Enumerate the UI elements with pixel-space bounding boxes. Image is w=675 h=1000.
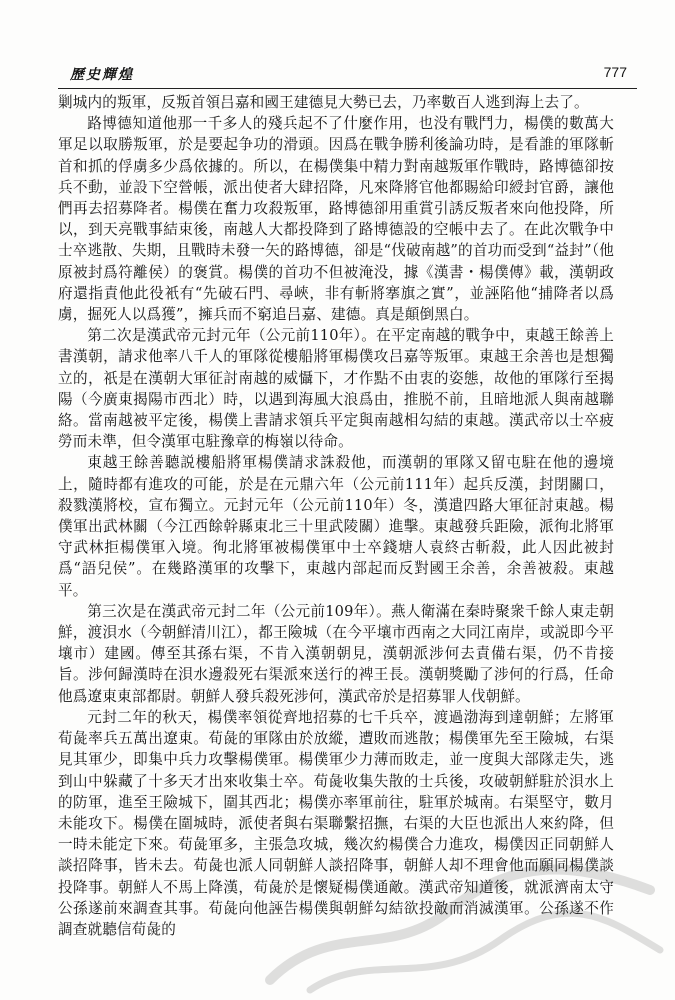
paragraph-continuation: 剿城内的叛軍，反叛首領吕嘉和國王建德見大勢已去，乃率數百人逃到海上去了。 [58, 94, 589, 111]
paragraph: 第二次是漢武帝元封元年（公元前110年）。在平定南越的戰争中，東越王餘善上書漢朝，請求他率八千人的軍隊從樓船將軍楊僕攻吕嘉等叛軍。東越王余善也是想獨立的，祇是在漢朝大軍征討南越的威懾下，才作點不由衷的姿態，故他的軍隊行至揭陽（今廣東揭陽市西北）時，以遇到海風大浪爲由，推脱不前，且暗地派人與南越聯絡。當南越被平定後，楊僕上書請求領兵平定與南越相勾結的東越。漢武帝以士卒疲勞而未準，但令漢軍屯駐豫章的梅嶺以待命。 [58, 327, 614, 451]
running-title: 歷史輝煌 [70, 67, 134, 83]
page-header [58, 62, 637, 88]
paragraph: 路博德知道他那一千多人的殘兵起不了什麼作用，也没有戰鬥力，楊僕的數萬大軍足以取勝叛軍，於是要起争功的滑頭。因爲在戰争勝利後論功時，是看誰的軍隊斬首和抓的俘虜多少爲依據的。所以，在楊僕集中精力對南越叛軍作戰時，路博德卻按兵不動，並設下空營帳，派出使者大肆招降，凡來降將官他都賜給印綬封官爵，讓他們再去招募降者。楊僕在奮力攻殺叛軍，路博德卻用重賞引誘反叛者來向他投降，所以，到天亮戰事結束後，南越人大都投降到了路博德設的空帳中去了。在此次戰争中士卒逃散、失期，且戰時未發一矢的路博德，卻是“伐破南越”的首功而受到“益封”（他原被封爲符離侯）的褒賞。楊僕的首功不但被淹没，據《漢書・楊僕傳》載，漢朝政府還指責他此役衹有“先破石門、尋峽，非有斬將搴旗之實”，並誣陷他“捕降者以爲虜，掘死人以爲獲”，擁兵而不窮追吕嘉、建德。真是顛倒黑白。 [58, 115, 614, 324]
paragraph: 元封二年的秋天，楊僕率領從齊地招募的七千兵卒，渡過渤海到達朝鮮；左將軍荀彘率兵五萬出遼東。荀彘的軍隊由於放縱，遭敗而逃散；楊僕軍先至王險城，右渠見其軍少，即集中兵力攻擊楊僕軍。楊僕軍少力薄而敗走，並一度與大部隊走失，逃到山中躲藏了十多天才出來收集士卒。荀彘收集失散的士兵後，攻破朝鮮駐於浿水上的防軍，進至王險城下，圍其西北；楊僕亦率軍前往，駐軍於城南。右渠堅守，數月未能攻下。楊僕在圍城時，派使者與右渠聯繫招撫，右渠的大臣也派出人來約降，但一時未能定下來。荀彘軍多，主張急攻城，幾次約楊僕合力進攻，楊僕因正同朝鮮人談招降事，皆未去。荀彘也派人同朝鮮人談招降事，朝鮮人却不理會他而願同楊僕談投降事。朝鮮人不馬上降漢，荀彘於是懷疑楊僕通敵。漢武帝知道後，就派濟南太守公孫遂前來調查其事。荀彘向他誣告楊僕與朝鮮勾結欲投敵而消滅漢軍。公孫遂不作調查就聽信荀彘的 [58, 708, 614, 938]
page-number: 777 [603, 64, 627, 80]
paragraph: 東越王餘善聽説樓船將軍楊僕請求誅殺他，而漢朝的軍隊又留屯駐在他的邊境上，隨時都有進攻的可能，於是在元鼎六年（公元前111年）起兵反漢，封閉關口，殺戮漢將校，宣布獨立。元封元年（公元前110年）冬，漢遣四路大軍征討東越。楊僕軍出武林關（今江西餘幹縣東北三十里武陵關）進擊。東越發兵距險，派徇北將軍守武林拒楊僕軍入境。徇北將軍被楊僕軍中士卒錢塘人袁終古斬殺，此人因此被封爲“語兒侯”。在幾路漢軍的攻擊下，東越内部起而反對國王余善，余善被殺。東越平。 [58, 454, 614, 599]
paragraph: 第三次是在漢武帝元封二年（公元前109年）。燕人衛滿在秦時聚衆千餘人東走朝鮮，渡浿水（今朝鮮清川江），都王險城（在今平壤市西南之大同江南岸，或説即今平壤市）建國。傳至其孫右渠，不肯入漢朝朝見，漢朝派涉何去責備右渠，仍不肯接旨。涉何歸漢時在浿水邊殺死右渠派來送行的裨王長。漢朝獎勵了涉何的行爲，任命他爲遼東東部都尉。朝鮮人發兵殺死涉何，漢武帝於是招募罪人伐朝鮮。 [58, 602, 614, 705]
header-divider [58, 88, 637, 89]
body-text [58, 92, 614, 940]
